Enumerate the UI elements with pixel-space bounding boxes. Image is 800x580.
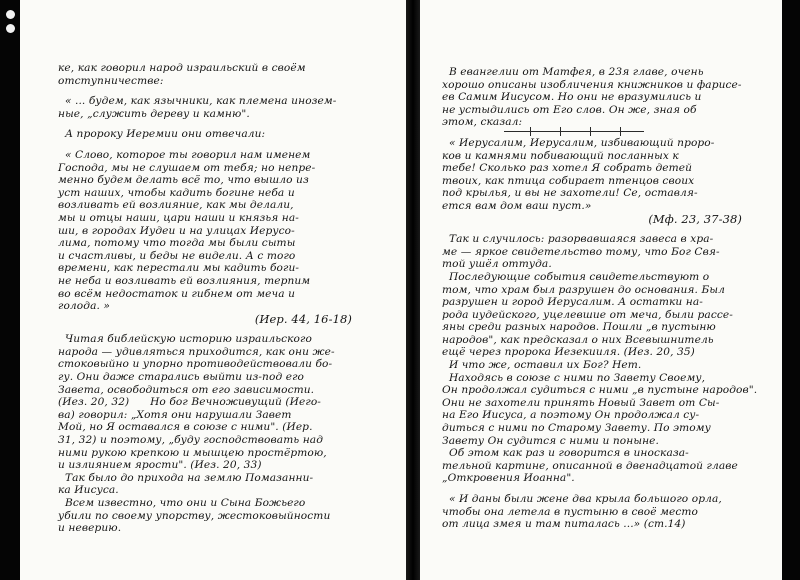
text-line: возливать ей возлияние, как мы делали, <box>58 199 294 212</box>
text-line: ков и камнями побивающий посланных к <box>442 149 679 162</box>
text-line: не устыдились от Его слов. Он же, зная об <box>442 103 697 116</box>
text-line: ные, „служить дереву и камню". <box>58 107 250 120</box>
text-line: этом, сказал: <box>442 116 523 129</box>
text-line: ка Иисуса. <box>58 484 119 497</box>
text-line: « Слово, которое ты говорил нам именем <box>58 148 311 161</box>
text-line: твоих, как птица собирает птенцов своих <box>442 174 695 187</box>
left-binding-edge <box>0 0 20 580</box>
text-line: ещё через пророка Иезекииля. (Иез. 20, 35) <box>442 346 695 359</box>
text-line: диться с ними по Старому Завету. По этому <box>442 422 711 435</box>
text-line: народов", как предсказал о них Всевышнитель <box>442 333 714 346</box>
text-line: разрушен и город Иерусалим. А остатки на- <box>442 296 703 309</box>
text-line: убили по своему упорству, жестоковыйности <box>58 509 331 522</box>
text-line: Он продолжал судиться с ними „в пустыне народов". <box>442 384 758 397</box>
text-line: народа — удивляться приходится, как они же- <box>58 345 335 358</box>
text-line: ев Самим Иисусом. Но они не вразумились и <box>442 91 702 104</box>
text-line: том, что храм был разрушен до основания. Был <box>442 283 725 296</box>
left-page <box>20 0 406 580</box>
book-gutter <box>406 0 420 580</box>
text-line: отступничестве: <box>58 74 164 87</box>
text-line: Находясь в союзе с ними по Завету Своему, <box>442 371 706 384</box>
text-line: чтобы она летела в пустыню в своё место <box>442 505 699 518</box>
text-line: Господа, мы не слушаем от тебя; но непре- <box>58 161 316 174</box>
text-line: во всём недостаток и гибнем от меча и <box>58 287 296 300</box>
text-line: ва) говорил: „Хотя они нарушали Завет <box>58 408 292 421</box>
text-line: хорошо описаны изобличения книжников и фарисе- <box>442 78 742 91</box>
text-line: Последующие события свидетельствуют о <box>442 270 710 283</box>
text-line: Так и случилось: разорвавшаяся завеса в хра- <box>442 233 714 246</box>
text-line: 31, 32) и поэтому, „буду господствовать над <box>58 434 324 447</box>
text-line: и счастливы, и беды не видели. А с того <box>58 249 296 262</box>
text-line: менно будем делать всё то, что вышло из <box>58 174 309 187</box>
text-line: рода иудейского, уцелевшие от меча, были рассе- <box>442 308 733 321</box>
text-line: лима, потому что тогда мы были сыты <box>58 237 296 250</box>
text-line: Завету Он судится с ними и поныне. <box>442 434 660 447</box>
text-line: ними рукою крепкою и мышцею простёртою, <box>58 446 327 459</box>
punch-hole <box>6 24 15 33</box>
text-line: И что же, оставил их Бог? Нет. <box>442 359 642 372</box>
right-page <box>420 0 782 580</box>
text-line: яны среди разных народов. Пошли „в пустыню <box>442 321 716 334</box>
text-line: и неверию. <box>58 522 122 535</box>
scripture-reference: (Мф. 23, 37-38) <box>648 211 742 226</box>
text-line: ме — яркое свидетельство тому, что Бог Свя- <box>442 245 720 258</box>
text-line: ке, как говорил народ израильский в своём <box>58 62 306 74</box>
text-line: А пророку Иеремии они отвечали: <box>58 128 266 141</box>
text-line: Об этом как раз и говорится в иносказа- <box>442 447 689 460</box>
text-line: « Иерусалим, Иерусалим, избивающий проро- <box>442 136 715 149</box>
text-line: тельной картине, описанной в двенадцатой главе <box>442 459 738 472</box>
text-line: « ... будем, как язычники, как племена инозем- <box>58 95 337 108</box>
text-line: Читая библейскую историю израильского <box>58 333 312 346</box>
text-line: гу. Они даже старались выйти из-под его <box>58 371 305 384</box>
text-line: Они не захотели принять Новый Завет от Сы- <box>442 396 720 409</box>
text-line: „Откровения Иоанна". <box>442 472 575 485</box>
text-line: Мой, но Я оставался в союзе с ними". (Иер. <box>58 421 313 434</box>
punch-hole <box>6 10 15 19</box>
text-line: Так было до прихода на землю Помазанни- <box>58 471 314 484</box>
right-page-text <box>442 66 768 531</box>
scripture-reference: (Иер. 44, 16-18) <box>254 311 352 326</box>
text-line: Завета, освободиться от его зависимости. <box>58 383 315 396</box>
text-line: времени, как перестали мы кадить боги- <box>58 262 300 275</box>
text-line: на Его Иисуса, а поэтому Он продолжал су- <box>442 409 700 422</box>
text-line: мы и отцы наши, цари наши и князья на- <box>58 211 299 224</box>
text-line: тебе! Сколько раз хотел Я собрать детей <box>442 162 693 175</box>
text-line: Всем известно, что они и Сына Божьего <box>58 497 306 509</box>
text-line: ши, в городах Иудеи и на улицах Иерусо- <box>58 224 295 237</box>
text-line: (Иез. 20, 32) Но бог Вечноживущий (Иего- <box>58 396 321 409</box>
text-line: не неба и возливать ей возлияния, терпим <box>58 274 311 287</box>
text-line: « И даны были жене два крыла большого орла, <box>442 493 722 505</box>
text-line: В евангелии от Матфея, в 23я главе, очень <box>442 66 704 78</box>
left-page-text <box>58 62 388 535</box>
text-line: голода. » <box>58 300 111 313</box>
text-line: ется вам дом ваш пуст.» <box>442 199 592 212</box>
text-line: от лица змея и там питалась ...» (ст.14) <box>442 518 686 531</box>
right-binding-edge <box>782 0 800 580</box>
text-line: под крылья, и вы не захотели! Се, оставля- <box>442 187 698 200</box>
text-line: и излиянием ярости". (Иез. 20, 33) <box>58 459 262 472</box>
text-line: стоковыйно и упорно противодействовали бо- <box>58 358 333 371</box>
text-line: уст наших, чтобы кадить богине неба и <box>58 186 295 199</box>
text-line: той ушёл оттуда. <box>442 258 552 271</box>
